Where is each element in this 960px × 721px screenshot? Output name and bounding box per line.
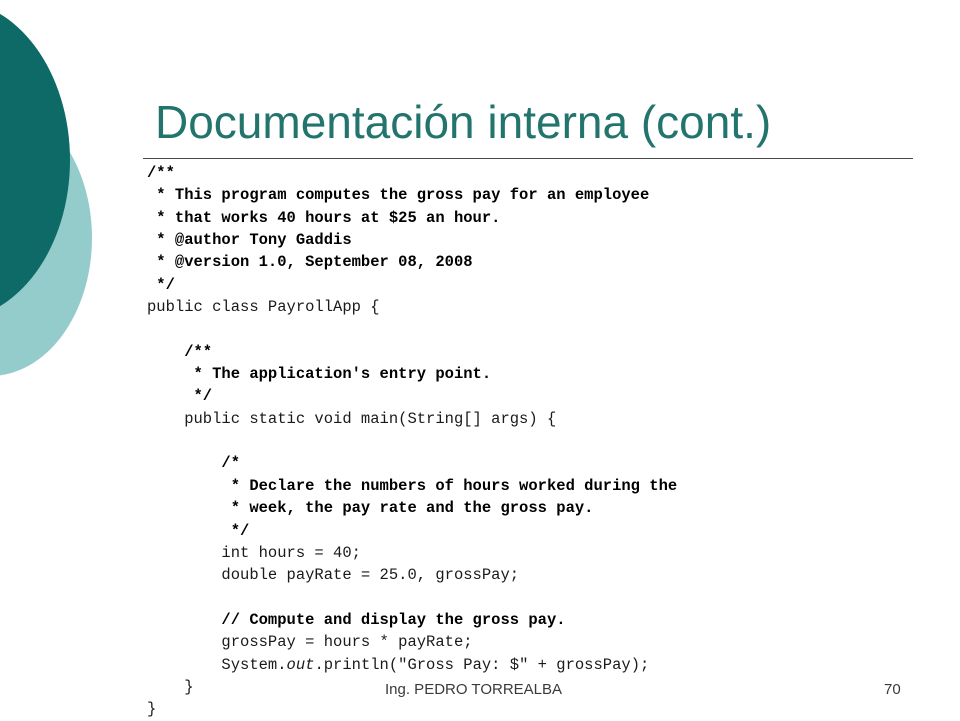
code-line: double payRate = 25.0, grossPay;: [147, 566, 520, 585]
code-line: */: [147, 387, 213, 406]
light-teal-circle: [0, 100, 92, 376]
code-line: * @version 1.0, September 08, 2008: [147, 253, 473, 272]
code-line: [147, 587, 937, 609]
code-line: * Declare the numbers of hours worked during the: [147, 476, 678, 495]
code-line: }: [147, 677, 194, 696]
code-line: public static void main(String[] args) {: [147, 409, 557, 428]
code-block: [147, 162, 937, 721]
code-line: * The application's entry point.: [147, 365, 492, 384]
code-line: /**: [147, 342, 213, 361]
code-line: */: [147, 521, 250, 540]
code-line: [147, 318, 937, 340]
code-line: [147, 430, 937, 452]
code-line: }: [147, 700, 157, 719]
code-line: * that works 40 hours at $25 an hour.: [147, 208, 501, 227]
footer-author: Ing. PEDRO TORREALBA: [385, 681, 563, 698]
code-line: /*: [147, 454, 241, 473]
code-line: grossPay = hours * payRate;: [147, 633, 473, 652]
code-line: // Compute and display the gross pay.: [147, 610, 566, 629]
code-line: * week, the pay rate and the gross pay.: [147, 499, 594, 518]
code-line: */: [147, 275, 175, 294]
code-line: /**: [147, 164, 175, 182]
code-line: public class PayrollApp {: [147, 298, 380, 317]
code-line: * @author Tony Gaddis: [147, 231, 352, 250]
slide-title: Documentación interna (cont.): [155, 96, 772, 148]
code-line: System.out.println("Gross Pay: $" + grossPay);: [147, 655, 650, 674]
title-divider: [143, 158, 913, 159]
code-line: * This program computes the gross pay for an employee: [147, 186, 650, 205]
code-line: int hours = 40;: [147, 543, 361, 562]
page-number: 70: [884, 681, 901, 698]
dark-teal-circle: [0, 0, 70, 320]
